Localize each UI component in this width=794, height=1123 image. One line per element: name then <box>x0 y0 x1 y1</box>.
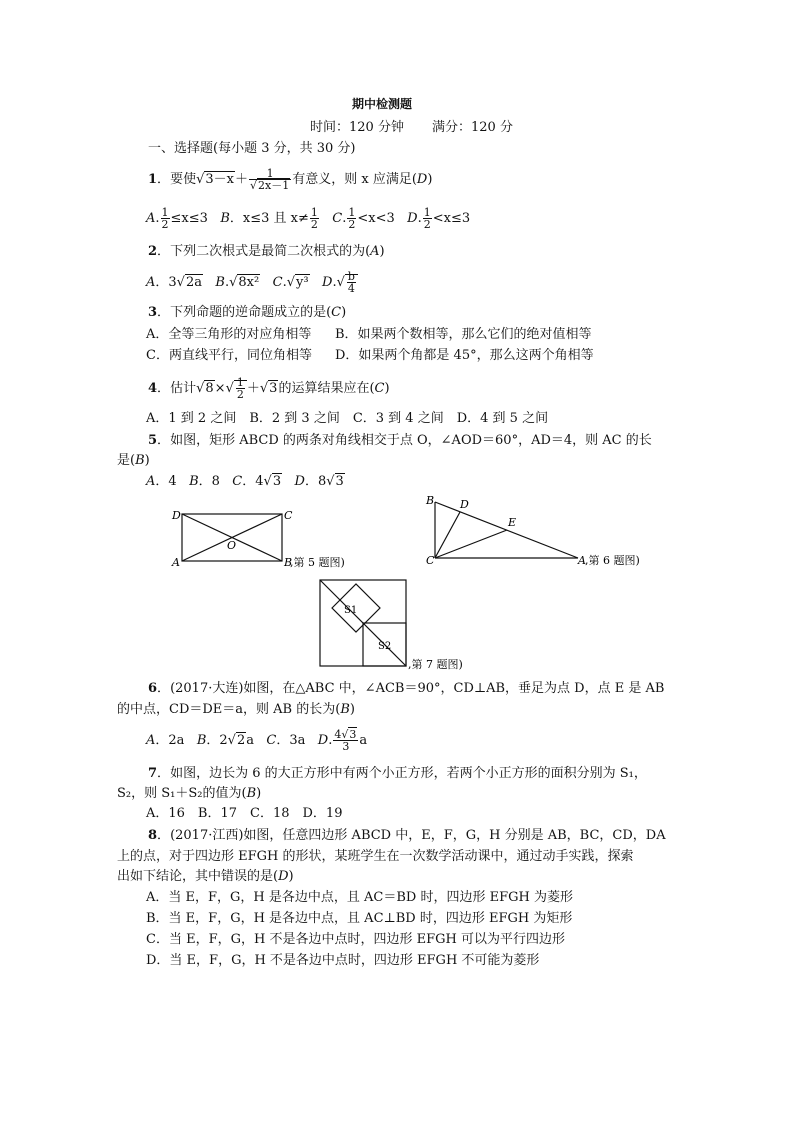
question-number: 3 <box>148 305 158 320</box>
question-stem: 下列二次根式是最简二次根式的为( <box>170 244 371 259</box>
exam-time: 时间：120 分钟 <box>310 120 404 135</box>
question-7-options: A．16 B．17 C．18 D．19 <box>146 806 343 821</box>
question-stem: 是( <box>117 453 136 468</box>
question-3: 3．下列命题的逆命题成立的是(C) <box>148 305 347 320</box>
question-stem: 的运算结果应在( <box>278 381 375 396</box>
question-8-option-a: A．当 E，F，G，H 是各边中点，且 AC＝BD 时，四边形 EFGH 为菱形 <box>146 890 573 905</box>
label-e: E <box>508 516 517 529</box>
question-number: 7 <box>148 766 158 781</box>
question-stem: 出如下结论，其中错误的是( <box>117 869 279 884</box>
question-stem: 要使 <box>170 172 197 187</box>
question-8-option-c: C．当 E，F，G，H 不是各边中点时，四边形 EFGH 可以为平行四边形 <box>146 932 565 947</box>
label-b: B <box>426 494 435 507</box>
figure-7 <box>318 578 518 673</box>
figure-caption: ,第 5 题图) <box>290 556 345 569</box>
question-number: 4 <box>148 381 158 396</box>
answer: B <box>135 453 145 468</box>
question-1-options: A. $\frac{1}{2}$ ≤x≤3 B．x≤3 且 x≠ $\frac{1}{2}$ C. $\frac{1}{2}$ <x<3 D. $\frac{1}{2}$ <x≤3 <box>146 206 471 231</box>
question-5: 5．如图，矩形 ABCD 的两条对角线相交于点 O，∠AOD＝60°，AD＝4，则 AC 的长 <box>148 433 652 448</box>
question-7: 7．如图，边长为 6 的大正方形中有两个小正方形，若两个小正方形的面积分别为 S₁， <box>148 766 647 781</box>
question-stem: 的中点，CD＝DE＝a，则 AB 的长为( <box>117 702 341 717</box>
question-number: 6 <box>148 681 158 696</box>
paren: ) <box>349 702 355 717</box>
label-c: C <box>284 509 293 522</box>
figure-caption: ,第 7 题图) <box>408 658 463 671</box>
figure-5 <box>170 505 370 575</box>
answer: D <box>278 869 289 884</box>
label-o: O <box>227 539 237 552</box>
question-8-option-d: D．当 E，F，G，H 不是各边中点时，四边形 EFGH 不可能为菱形 <box>146 953 540 968</box>
exam-score: 满分：120 分 <box>432 120 513 135</box>
question-4: 4．估计√ 8×√ $\frac{1}{2}$ ＋√ 3的运算结果应在(C) <box>148 374 390 404</box>
question-2: 2．下列二次根式是最简二次根式的为(A) <box>148 244 385 259</box>
question-stem: 估计 <box>170 381 197 396</box>
label-s1: S1 <box>344 605 358 616</box>
question-stem: 如图，边长为 6 的大正方形中有两个小正方形，若两个小正方形的面积分别为 S₁， <box>170 766 647 781</box>
question-stem: 如图，矩形 ABCD 的两条对角线相交于点 O，∠AOD＝60°，AD＝4，则 AC 的长 <box>170 433 652 448</box>
answer: B <box>246 786 257 801</box>
paren: ) <box>384 381 390 396</box>
question-8-cont1: 上的点，对于四边形 EFGH 的形状，某班学生在一次数学活动课中，通过动手实践，探索 <box>117 849 634 864</box>
paren: ) <box>427 172 433 187</box>
question-5-options: A．4 B．8 C．4√ 3 D．8√ 3 <box>146 473 345 490</box>
label-b: B <box>284 556 293 569</box>
question-7-cont <box>117 785 261 802</box>
paren: ) <box>379 244 385 259</box>
question-1: 1．要使√ 3－x＋ 1 √ 2x－1 有意义，则 x 应满足(D) <box>148 166 432 194</box>
paren: ) <box>288 869 294 884</box>
figure-caption: ,第 6 题图) <box>585 554 640 567</box>
page-title: 期中检测题 <box>352 97 413 111</box>
answer: C <box>331 305 342 320</box>
question-6-options: A．2a B．2√ 2a C．3a D. $\frac{4√ 3}{3}$ a <box>146 726 367 756</box>
question-number: 8 <box>148 828 158 843</box>
label-a: A <box>578 554 586 567</box>
label-c: C <box>426 554 435 567</box>
question-stem: S₂，则 S₁＋S₂的值为( <box>117 786 247 801</box>
paren: ) <box>256 786 262 801</box>
question-2-options: A．3√ 2a B.√ 8x² C.√ y³ D.√ $\frac{b}{4}$ <box>146 268 358 298</box>
label-d: D <box>460 498 469 511</box>
question-8-cont2 <box>117 868 294 885</box>
question-4-options: A．1 到 2 之间 B．2 到 3 之间 C．3 到 4 之间 D．4 到 5 之间 <box>146 411 549 426</box>
answer: D <box>416 172 428 187</box>
section-title: 一、选择题(每小题 3 分，共 30 分) <box>148 141 356 156</box>
label-s2: S2 <box>378 641 392 652</box>
question-number: 1 <box>148 172 158 187</box>
figure-6 <box>420 490 660 570</box>
question-number: 5 <box>148 433 158 448</box>
question-6: 6．(2017·大连)如图，在△ABC 中，∠ACB＝90°，CD⊥AB，垂足为点 D，点 E 是 AB <box>148 681 665 696</box>
paren: ) <box>144 453 150 468</box>
question-3-option-c: C．两直线平行，同位角相等 <box>146 348 312 363</box>
question-5-cont <box>117 452 150 469</box>
question-8-option-b: B．当 E，F，G，H 是各边中点，且 AC⊥BD 时，四边形 EFGH 为矩形 <box>146 911 573 926</box>
question-6-cont <box>117 701 355 718</box>
question-stem: 有意义，则 x 应满足( <box>292 172 417 187</box>
question-stem: (2017·江西)如图，任意四边形 ABCD 中，E，F，G，H 分别是 AB，BC，CD，DA <box>170 828 666 843</box>
label-d: D <box>172 509 181 522</box>
answer: C <box>374 381 385 396</box>
question-number: 2 <box>148 244 158 259</box>
answer: A <box>370 244 380 259</box>
question-3-option-d: D．如果两个角都是 45°，那么这两个角相等 <box>335 348 594 363</box>
question-stem: (2017·大连)如图，在△ABC 中，∠ACB＝90°，CD⊥AB，垂足为点 D，点 E 是 AB <box>170 681 665 696</box>
answer: B <box>340 702 350 717</box>
question-3-option-a: A．全等三角形的对应角相等 <box>146 327 312 342</box>
paren: ) <box>341 305 347 320</box>
question-3-option-b: B．如果两个数相等，那么它们的绝对值相等 <box>335 327 592 342</box>
question-stem: 下列命题的逆命题成立的是( <box>170 305 332 320</box>
question-8: 8．(2017·江西)如图，任意四边形 ABCD 中，E，F，G，H 分别是 AB，BC，CD，DA <box>148 828 666 843</box>
label-a: A <box>172 556 180 569</box>
